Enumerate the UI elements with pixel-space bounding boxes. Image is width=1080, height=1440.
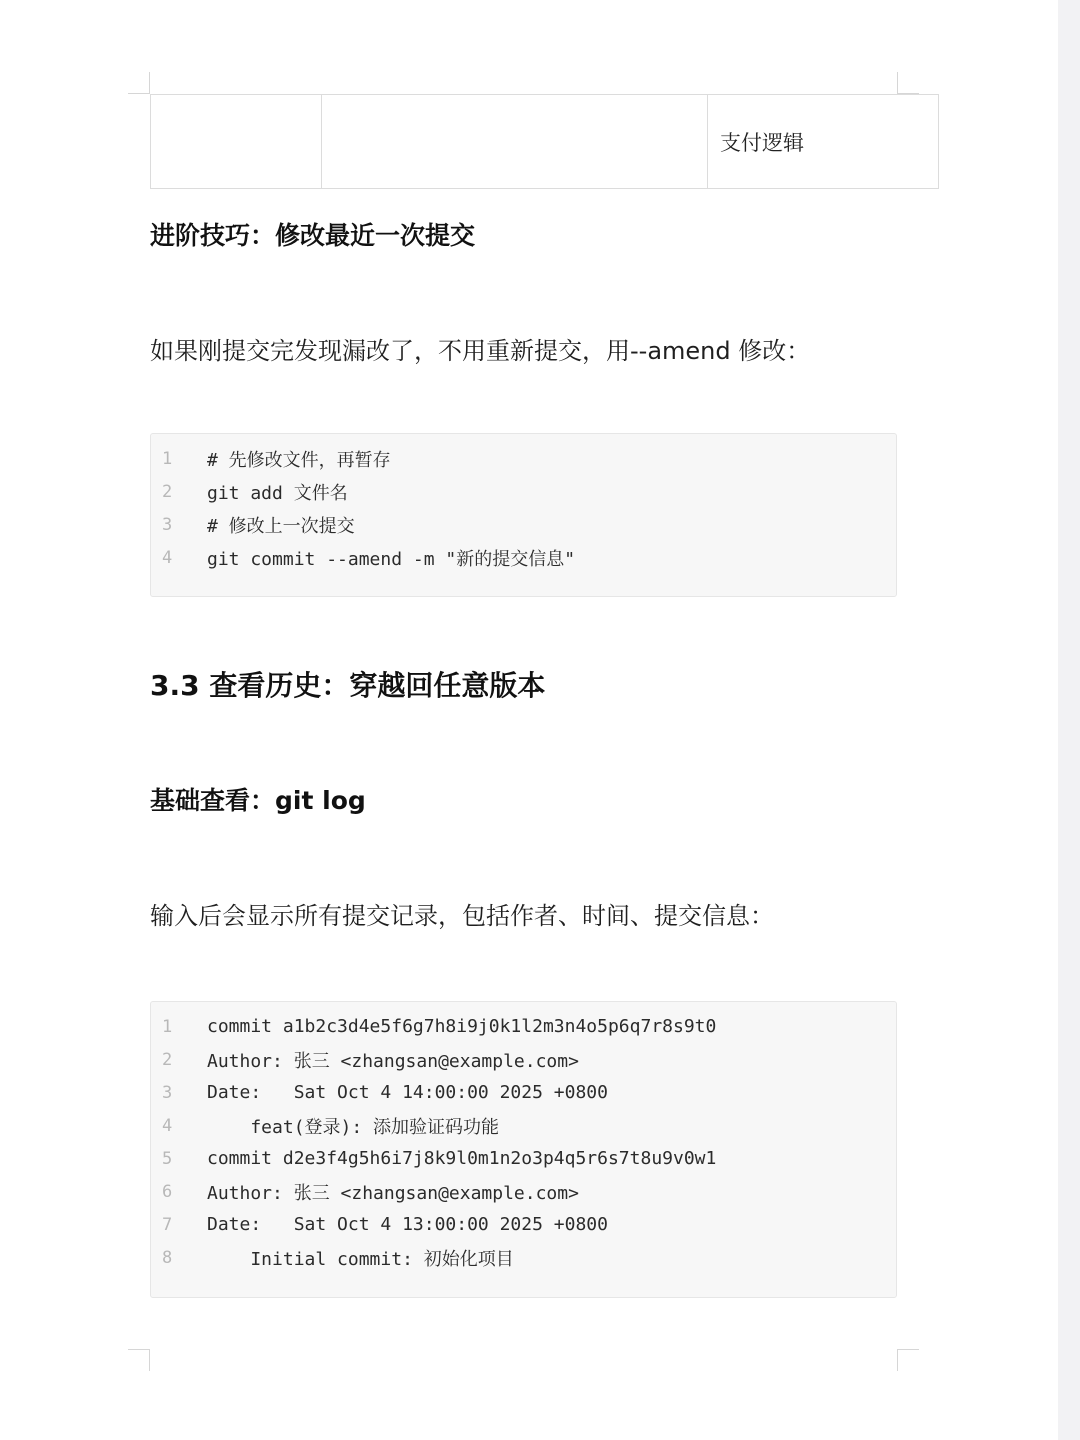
code-line [151,1241,514,1274]
table-cell [151,95,322,188]
code-text: git commit --amend -m "新的提交信息" [207,548,576,570]
code-line [151,1010,716,1043]
corner-mark-top-left-v [149,72,150,94]
line-number: 2 [162,1049,173,1070]
code-text: Date: Sat Oct 4 13:00:00 2025 +0800 [207,1214,608,1235]
code-text: git add 文件名 [207,482,348,504]
code-line [151,1208,608,1241]
code-text: commit a1b2c3d4e5f6g7h8i9j0k1l2m3n4o5p6q7r8s9t0 [207,1016,717,1037]
code-text: Initial commit: 初始化项目 [207,1248,514,1270]
corner-mark-top-right-v [897,72,898,94]
code-line [151,1109,499,1142]
code-text: # 先修改文件，再暂存 [207,449,391,471]
paragraph-amend: 如果刚提交完发现漏改了，不用重新提交，用--amend 修改： [150,337,811,365]
heading-amend: 进阶技巧：修改最近一次提交 [150,221,476,250]
section-title: 3.3 查看历史：穿越回任意版本 [150,669,546,702]
line-number: 8 [162,1247,173,1268]
corner-mark-bottom-right [897,1349,919,1350]
code-line [151,508,355,541]
line-number: 6 [162,1181,173,1202]
code-line [151,1175,579,1208]
line-number: 2 [162,481,173,502]
table-cell: 支付逻辑 [720,130,804,155]
code-line [151,442,391,475]
code-line [151,1076,608,1109]
corner-mark-bottom-left [128,1349,150,1350]
table-row [150,94,939,189]
page-scrollbar[interactable] [1058,0,1080,1440]
corner-mark-bottom-right-v [897,1349,898,1371]
code-block-amend [150,433,897,597]
heading-log: 基础查看：git log [150,786,366,815]
line-number: 3 [162,1082,173,1103]
code-line [151,1142,716,1175]
code-line [151,541,575,574]
line-number: 1 [162,1016,173,1037]
code-text: commit d2e3f4g5h6i7j8k9l0m1n2o3p4q5r6s7t8u9v0w1 [207,1148,717,1169]
corner-mark-top-left [128,93,150,94]
line-number: 5 [162,1148,173,1169]
code-line [151,1043,579,1076]
line-number: 3 [162,514,173,535]
code-text: Date: Sat Oct 4 14:00:00 2025 +0800 [207,1082,608,1103]
corner-mark-bottom-left-v [149,1349,150,1371]
table-cell [322,95,708,188]
line-number: 4 [162,1115,173,1136]
code-text: feat(登录): 添加验证码功能 [207,1116,500,1138]
line-number: 1 [162,448,173,469]
code-text: Author: 张三 <zhangsan@example.com> [207,1182,579,1204]
code-text: Author: 张三 <zhangsan@example.com> [207,1050,579,1072]
code-line [151,475,348,508]
paragraph-log: 输入后会显示所有提交记录，包括作者、时间、提交信息： [150,902,774,930]
line-number: 7 [162,1214,173,1235]
line-number: 4 [162,547,173,568]
code-block-log [150,1001,897,1298]
code-text: # 修改上一次提交 [207,515,355,537]
